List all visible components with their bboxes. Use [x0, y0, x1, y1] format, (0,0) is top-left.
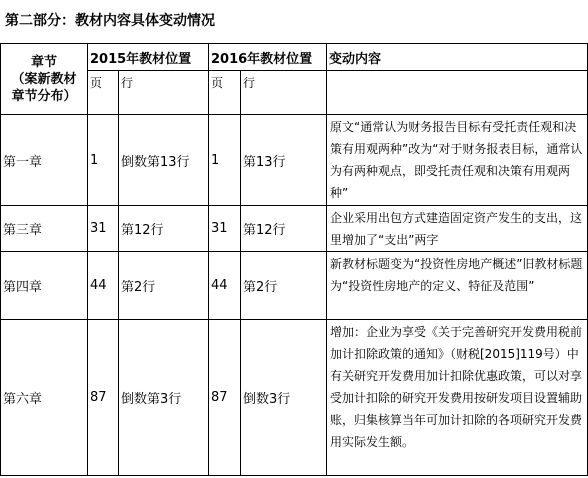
row-chapter: 第三章	[1, 206, 88, 252]
row-change: 企业采用出包方式建造固定资产发生的支出，这里增加了“支出”两字	[327, 206, 588, 252]
header-2016-page: 页	[209, 71, 241, 115]
header-2016-position: 2016年教材位置	[209, 44, 327, 71]
section-title: 第二部分：教材内容具体变动情况	[5, 13, 215, 29]
row-2016-line: 第12行	[241, 206, 327, 252]
header-2015-page: 页	[88, 71, 119, 115]
row-2015-line: 倒数第13行	[119, 115, 209, 206]
row-chapter: 第六章	[1, 320, 88, 476]
row-change: 增加：企业为享受《关于完善研究开发费用税前加计扣除政策的通知》（财税[2015]119号）中有关研究开发费用加计扣除优惠政策，可以对享受加计扣除的研究开发费用按研发项目设置辅助账，归集核算当年可加计扣除的各项研究开发费用实际发生额。	[327, 320, 588, 476]
header-2015-position: 2015年教材位置	[88, 44, 209, 71]
row-2015-line: 第2行	[119, 252, 209, 320]
row-2015-page: 1	[88, 115, 119, 206]
row-2016-line: 第13行	[241, 115, 327, 206]
row-change: 新教材标题变为“投资性房地产概述”旧教材标题为“投资性房地产的定义、特征及范围”	[327, 252, 588, 320]
changes-table	[0, 43, 588, 476]
header-2016-line: 行	[241, 71, 327, 115]
row-chapter: 第四章	[1, 252, 88, 320]
row-2016-page: 1	[209, 115, 241, 206]
table-row	[1, 206, 588, 252]
header-chapter	[1, 44, 88, 115]
row-2016-line: 倒数3行	[241, 320, 327, 476]
row-change: 原文“通常认为财务报告目标有受托责任观和决策有用观两种”改为“对于财务报表目标，通常认为有两种观点，即受托责任观和决策有用观两种”	[327, 115, 588, 206]
header-chapter-line-3: 章节分布）	[11, 88, 77, 104]
row-2015-page: 31	[88, 206, 119, 252]
table-row	[1, 115, 588, 206]
row-2016-page: 31	[209, 206, 241, 252]
row-2016-line: 第2行	[241, 252, 327, 320]
header-chapter-line-1: 章节	[30, 54, 57, 70]
header-2015-line: 行	[119, 71, 209, 115]
header-change-blank	[327, 71, 588, 115]
row-chapter: 第一章	[1, 115, 88, 206]
header-change: 变动内容	[327, 44, 588, 71]
row-2016-page: 44	[209, 252, 241, 320]
row-2015-page: 44	[88, 252, 119, 320]
row-2015-line: 倒数第3行	[119, 320, 209, 476]
row-2015-line: 第12行	[119, 206, 209, 252]
table-row	[1, 252, 588, 320]
header-chapter-line-2: （案新教材	[11, 71, 77, 87]
table-row	[1, 320, 588, 476]
row-2016-page: 87	[209, 320, 241, 476]
row-2015-page: 87	[88, 320, 119, 476]
